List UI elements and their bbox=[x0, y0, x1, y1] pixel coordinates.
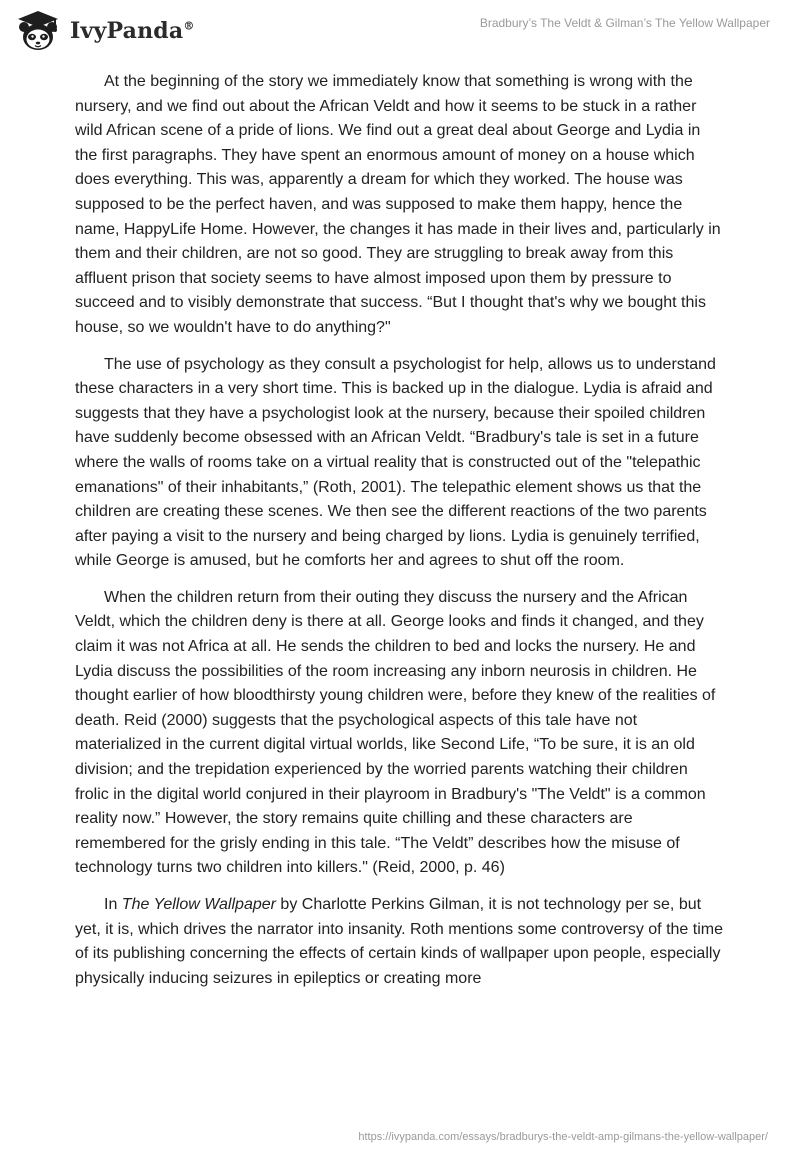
brand-name-text: IvyPanda bbox=[70, 18, 184, 44]
paragraph bbox=[75, 893, 725, 991]
brand-name bbox=[70, 18, 195, 44]
page-header bbox=[0, 0, 800, 64]
panda-graduate-icon bbox=[14, 10, 62, 52]
work-title: The Yellow Wallpaper bbox=[121, 896, 276, 913]
brand-logo[interactable] bbox=[14, 10, 195, 52]
document-title: Bradbury’s The Veldt & Gilman’s The Yellow Wallpaper bbox=[479, 16, 770, 30]
paragraph-rest: by Charlotte Perkins Gilman, it is not technology per se, but yet, it is, which drives the narrator into insanity. Roth mentions some controversy of the time of its publishing concerning the effects of certain kinds of wallpaper upon people, especially physically inducing seizures in epileptics or creating more bbox=[75, 896, 723, 987]
source-url[interactable]: https://ivypanda.com/essays/bradburys-the-veldt-amp-gilmans-the-yellow-wallpaper/ bbox=[358, 1131, 768, 1143]
paragraph-lead: In bbox=[104, 896, 122, 913]
paragraph: When the children return from their outing they discuss the nursery and the African Veldt, which the children deny is there at all. George looks and finds it changed, and they claim it was not Africa at all. He sends the children to bed and locks the nursery. He and Lydia discuss the possibilities of the room increasing any inborn neurosis in children. He thought earlier of how bloodthirsty young children were, before they knew of the realities of death. Reid (2000) suggests that the psychological aspects of this tale have not materialized in the current digital virtual worlds, like Second Life, “To be sure, it is an old division; and the trepidation experienced by the worried parents watching their children frolic in the digital world conjured in their playroom in Bradbury's "The Veldt" is a common reality now.” However, the story remains quite chilling and these characters are remembered for the grisly ending in this tale. “The Veldt” describes how the misuse of technology turns two children into killers." (Reid, 2000, p. 46) bbox=[75, 588, 716, 877]
paragraph: The use of psychology as they consult a psychologist for help, allows us to understand these characters in a very short time. This is backed up in the dialogue. Lydia is afraid and suggests that they have a psychologist look at the nursery, because their spoiled children have suddenly become obsessed with an African Veldt. “Bradbury's tale is set in a future where the walls of rooms take on a virtual reality that is constructed out of the "telepathic emanations" of their inhabitants,” (Roth, 2001). The telepathic element shows us that the children are creating these scenes. We then see the different reactions of the two parents after paying a visit to the nursery and being charged by lions. Lydia is genuinely terrified, while George is amused, but he comforts her and agrees to shut off the room. bbox=[75, 355, 716, 570]
essay-body bbox=[75, 70, 725, 1003]
registered-mark: ® bbox=[183, 19, 195, 33]
paragraph: At the beginning of the story we immediately know that something is wrong with the nursery, and we find out about the African Veldt and how it seems to be stuck in a rather wild African scene of a pride of lions. We find out a great deal about George and Lydia in the first paragraphs. They have spent an enormous amount of money on a house which does everything. This was, apparently a dream for which they worked. The house was supposed to be the perfect haven, and was supposed to make them happy, hence the name, HappyLife Home. However, the changes it has made in their lives and, particularly in them and their children, are not so good. They are struggling to break away from this affluent prison that society seems to have almost imposed upon them by pressure to succeed and to visibly demonstrate that success. “But I thought that's why we bought this house, so we wouldn't have to do anything?" bbox=[75, 73, 721, 336]
